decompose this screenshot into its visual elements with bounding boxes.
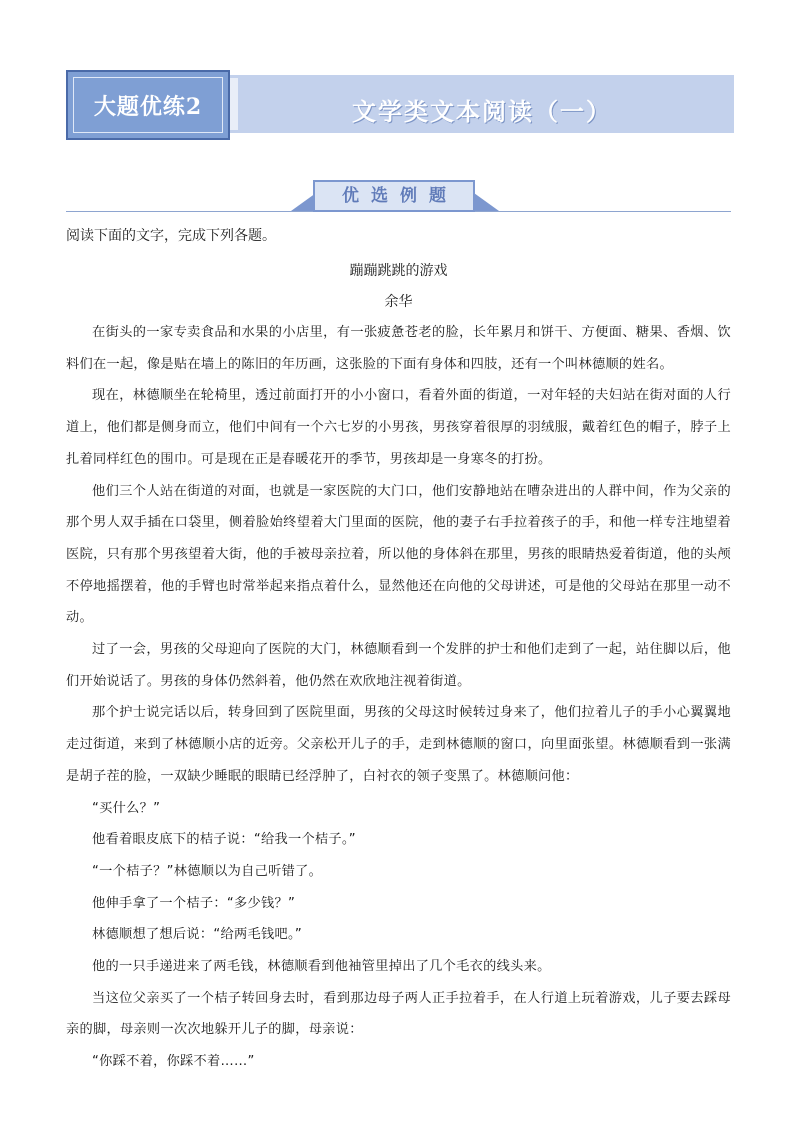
dialogue-line: “买什么？” — [92, 800, 161, 816]
dialogue-line: 他伸手拿了一个桔子：“多少钱？” — [92, 895, 296, 911]
header-banner — [66, 70, 734, 140]
badge-right-wing — [474, 193, 499, 211]
paragraph: 那个护士说完话以后，转身回到了医院里面，男孩的父母这时候转过身来了，他们拉着儿子的手小心翼翼地走过街道，来到了林德顺小店的近旁。父亲松开儿子的手，走到林德顺的窗口，向里面张望。林德顺看到一张满是胡子茬的脸，一双缺少睡眠的眼睛已经浮肿了，白衬衣的领子变黑了。林德顺问他： — [66, 705, 731, 784]
paragraph: 当这位父亲买了一个桔子转回身去时，看到那边母子两人正手拉着手，在人行道上玩着游戏，儿子要去踩母亲的脚，母亲则一次次地躲开儿子的脚，母亲说： — [66, 990, 731, 1038]
paragraph: 他们三个人站在街道的对面，也就是一家医院的大门口，他们安静地站在嘈杂进出的人群中间，作为父亲的那个男人双手插在口袋里，侧着脸始终望着大门里面的医院，他的妻子右手拉着孩子的手，和他一样专注地望着医院，只有那个男孩望着大街，他的手被母亲拉着，所以他的身体斜在那里，男孩的眼睛热爱着街道，他的头颅不停地摇摆着，他的手臂也时常举起来指点着什么，显然他还在向他的父母讲述，可是他的父母站在那里一动不动。 — [66, 483, 731, 626]
document-body — [66, 226, 731, 1078]
banner-label: 大题优练2 — [93, 94, 203, 120]
page-title: 文学类文本阅读（一） — [352, 97, 612, 126]
dialogue-line: “一个桔子？”林德顺以为自己听错了。 — [92, 863, 323, 879]
section-badge-label: 优选例题 — [342, 186, 458, 206]
banner-label-box — [66, 70, 230, 140]
paragraph: 在街头的一家专卖食品和水果的小店里，有一张疲惫苍老的脸，长年累月和饼干、方便面、糖果、香烟、饮料们在一起，像是贴在墙上的陈旧的年历画，这张脸的下面有身体和四肢，还有一个叫林德顺的姓名。 — [66, 325, 731, 372]
dialogue-line: 林德顺想了想后说：“给两毛钱吧。” — [92, 927, 302, 943]
article-title: 蹦蹦跳跳的游戏 — [349, 263, 448, 279]
paragraph: 现在，林德顺坐在轮椅里，透过前面打开的小小窗口，看着外面的街道，一对年轻的夫妇站在街对面的人行道上，他们都是侧身而立，他们中间有一个六七岁的小男孩，男孩穿着很厚的羽绒服，戴着红色的帽子，脖子上扎着同样红色的围巾。可是现在正是春暖花开的季节，男孩却是一身寒冬的打扮。 — [66, 388, 731, 467]
dialogue-line: “你踩不着，你踩不着……” — [92, 1054, 255, 1070]
dialogue-line: 他看着眼皮底下的桔子说：“给我一个桔子。” — [92, 832, 356, 848]
instructions: 阅读下面的文字，完成下列各题。 — [66, 228, 276, 244]
article-author: 余华 — [384, 294, 413, 310]
paragraph: 过了一会，男孩的父母迎向了医院的大门，林德顺看到一个发胖的护士和他们走到了一起，站住脚以后，他们开始说话了。男孩的身体仍然斜着，他仍然在欢欣地注视着街道。 — [66, 642, 731, 689]
section-badge — [313, 180, 475, 212]
paragraph: 他的一只手递进来了两毛钱，林德顺看到他袖管里掉出了几个毛衣的线头来。 — [92, 959, 551, 975]
